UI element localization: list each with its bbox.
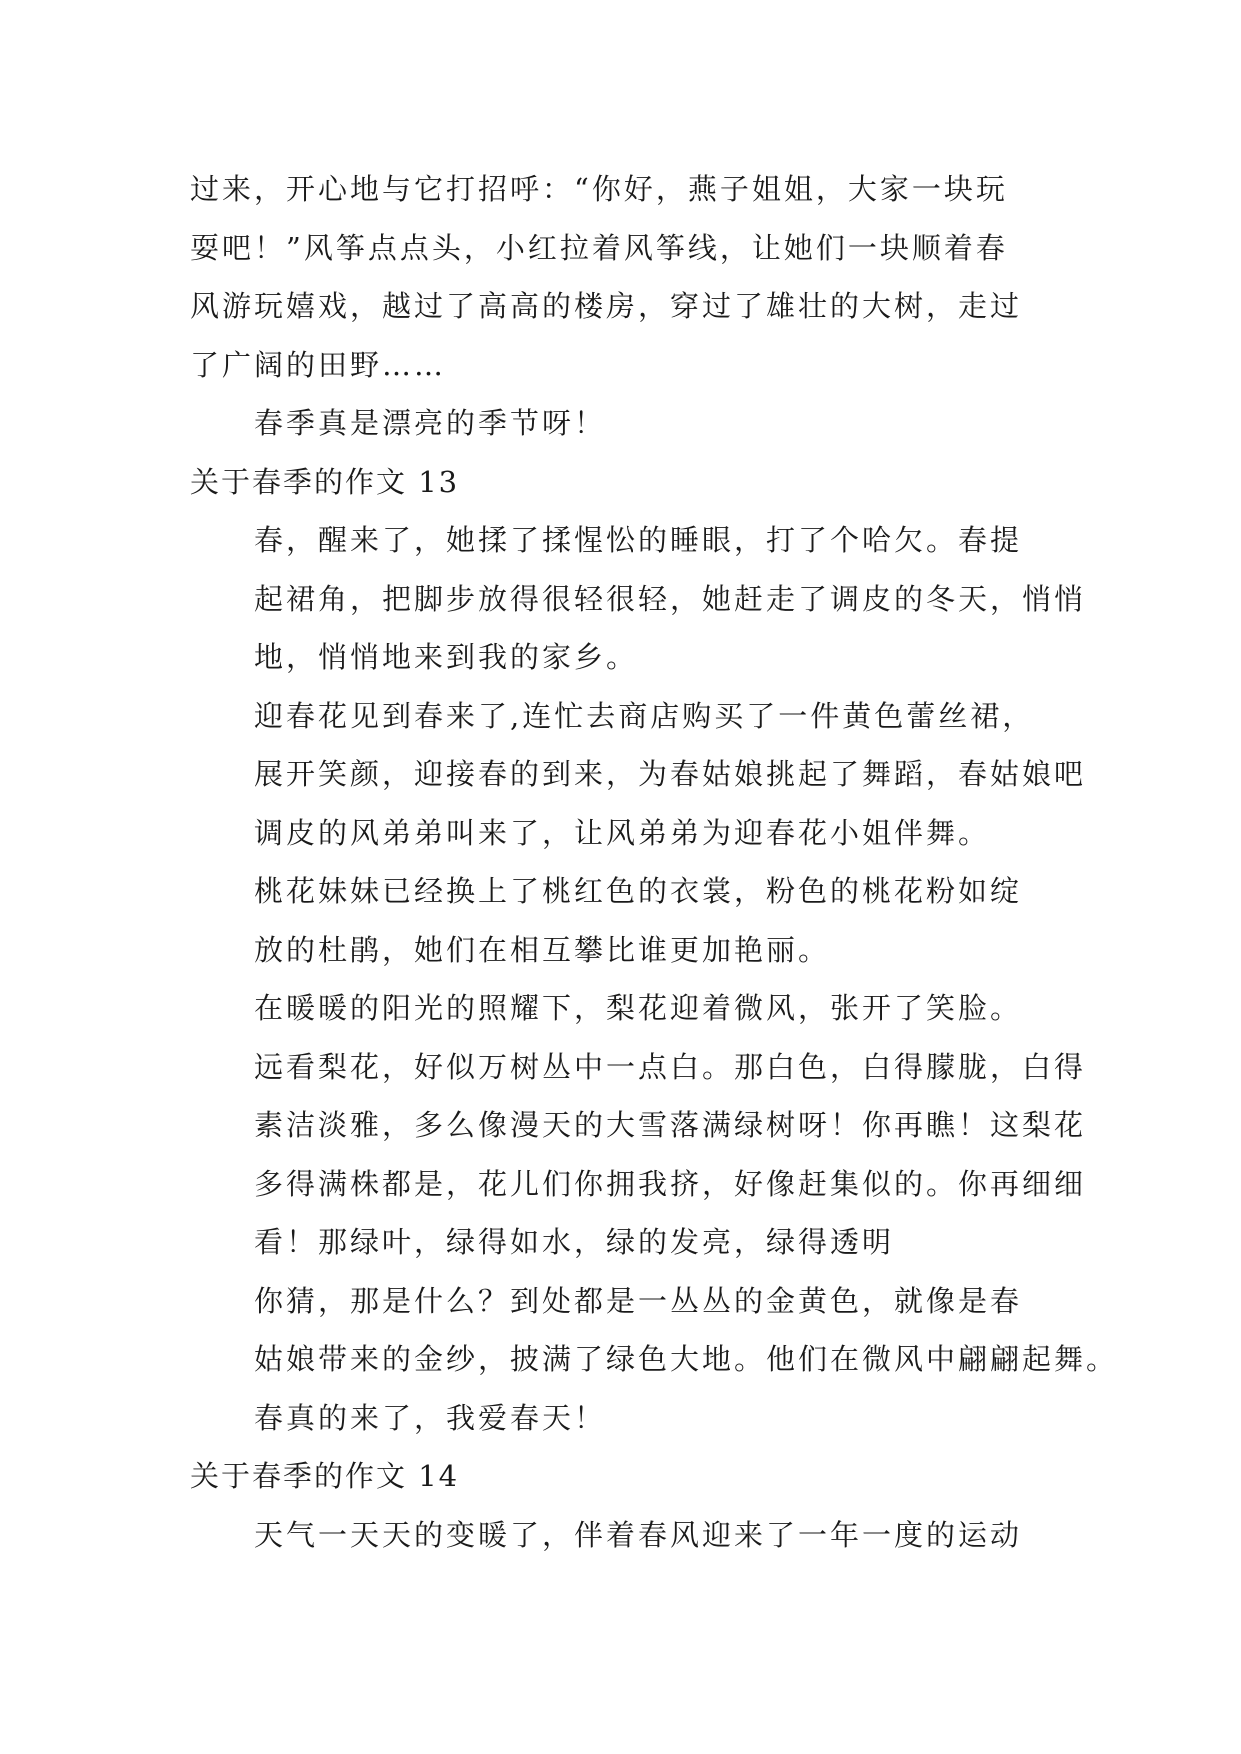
paragraph-line: 地，悄悄地来到我的家乡。: [254, 640, 639, 674]
paragraph: [190, 687, 1087, 863]
paragraph-line: 调皮的风弟弟叫来了，让风弟弟为迎春花小姐伴舞。: [254, 815, 991, 850]
paragraph-line: 桃花妹妹已经换上了桃红色的衣裳，粉色的桃花粉如绽: [254, 874, 1023, 908]
paragraph: [190, 511, 1087, 687]
paragraph: [190, 1272, 1119, 1389]
paragraph-line: 了广阔的田野……: [190, 347, 447, 382]
paragraph-line: 在暖暖的阳光的照耀下，梨花迎着微风，张开了笑脸。: [254, 991, 1023, 1025]
paragraph-line: 素洁淡雅，多么像漫天的大雪落满绿树呀！你再瞧！这梨花: [254, 1108, 1087, 1142]
paragraph-line: 远看梨花，好似万树丛中一点白。那白色，白得朦胧，白得: [254, 1049, 1087, 1084]
paragraph-line: 起裙角，把脚步放得很轻很轻，她赶走了调皮的冬天，悄悄: [254, 581, 1087, 616]
document-body: [190, 160, 1119, 1564]
paragraph-line: 春真的来了，我爱春天！: [254, 1400, 607, 1435]
paragraph: [190, 1389, 1052, 1448]
paragraph: [190, 862, 1052, 979]
paragraph-line: 展开笑颜，迎接春的到来，为春姑娘挑起了舞蹈，春姑娘吧: [254, 757, 1087, 791]
paragraph-line: 耍吧！”风筝点点头，小红拉着风筝线，让她们一块顺着春: [190, 230, 1008, 265]
paragraph-line: 风游玩嬉戏，越过了高高的楼房，穿过了雄壮的大树，走过: [190, 289, 1023, 323]
paragraph-line: 过来，开心地与它打招呼：“你好，燕子姐姐，大家一块玩: [190, 172, 1008, 206]
paragraph-line: 放的杜鹃，她们在相互攀比谁更加艳丽。: [254, 932, 831, 967]
paragraph-line: 春，醒来了，她揉了揉惺忪的睡眼，打了个哈欠。春提: [254, 523, 1023, 557]
paragraph-line: 姑娘带来的金纱，披满了绿色大地。他们在微风中翩翩起舞。: [254, 1342, 1119, 1376]
paragraph-line: 天气一天天的变暖了，伴着春风迎来了一年一度的运动: [254, 1517, 1023, 1552]
paragraph-line: 看！那绿叶，绿得如水，绿的发亮，绿得透明: [254, 1225, 895, 1259]
paragraph-line: 迎春花见到春来了,连忙去商店购买了一件黄色蕾丝裙，: [254, 698, 1035, 733]
paragraph-line: 多得满株都是，花儿们你拥我挤，好像赶集似的。你再细细: [254, 1166, 1087, 1201]
paragraph: [190, 160, 1052, 394]
paragraph-line: 春季真是漂亮的季节呀！: [254, 406, 607, 440]
section-heading: 关于春季的作文 13: [190, 464, 460, 499]
paragraph: [190, 979, 1087, 1272]
section-heading: 关于春季的作文 14: [190, 1459, 460, 1493]
paragraph: [190, 1506, 1052, 1565]
paragraph: [190, 394, 1052, 453]
paragraph-line: 你猜，那是什么？到处都是一丛丛的金黄色，就像是春: [254, 1283, 1023, 1318]
